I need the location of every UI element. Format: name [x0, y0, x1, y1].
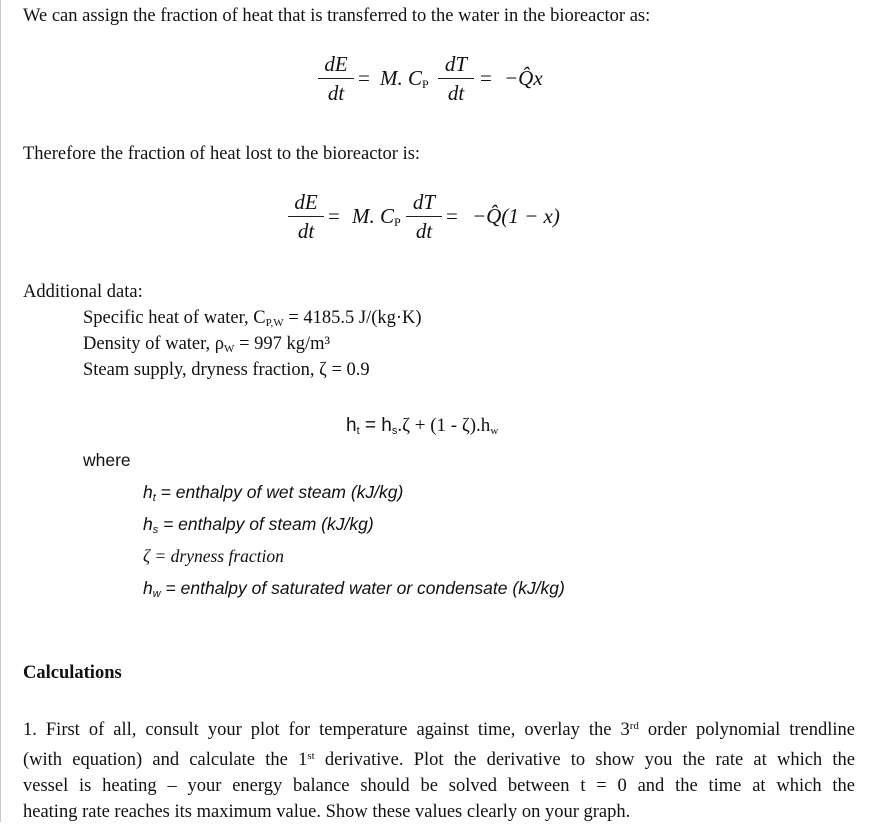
p1-l2-a: (with equation) and calculate the 1 [23, 750, 308, 770]
enthalpy-t-sub: t [356, 425, 360, 437]
definition-sub: t [152, 492, 156, 504]
definition-symbol: h [143, 482, 153, 502]
p1-l1-sup: rd [629, 720, 639, 732]
eq2-rhs: −Q̂(1 − x) [472, 204, 560, 228]
definition-hw [143, 578, 565, 600]
eq1-dT-dt-fraction [438, 52, 474, 105]
enthalpy-h: h [346, 415, 357, 436]
definition-text: = enthalpy of steam (kJ/kg) [158, 514, 374, 534]
specific-heat-sub: P,W [265, 317, 284, 329]
definition-ht [143, 482, 403, 504]
specific-heat-label: Specific heat of water, C [83, 308, 266, 328]
eq1-mass-text: M. C [380, 66, 422, 90]
eq2-mass-cp [352, 204, 401, 230]
eq2-equals-2: = [446, 204, 458, 228]
p1-l1-b: order polynomial trendline [638, 720, 855, 740]
eq1-dT-numerator: dT [444, 52, 468, 76]
page-left-border [0, 0, 1, 822]
definition-symbol: h [143, 514, 153, 534]
p1-l1-a: 1. First of all, consult your plot for temperature against time, overlay the 3 [23, 720, 630, 740]
eq1-dt2-denominator: dt [447, 81, 465, 105]
additional-data-heading: Additional data: [23, 282, 143, 302]
enthalpy-s-sub: s [391, 425, 398, 437]
intro-text: We can assign the fraction of heat that is transferred to the water in the bioreactor as: [23, 6, 651, 26]
eq1-equals-1: = [358, 66, 370, 90]
definition-text: = enthalpy of saturated water or condensate (kJ/kg) [160, 578, 565, 598]
definition-text: = dryness fraction [150, 546, 284, 566]
equation-1 [318, 52, 578, 122]
eq1-dE-dt-fraction [318, 52, 354, 105]
where-label: where [83, 450, 131, 470]
eq2-dt-denominator: dt [297, 219, 315, 243]
definition-symbol: ζ [143, 546, 151, 566]
density-line [83, 334, 330, 355]
equation-2 [288, 190, 608, 260]
definition-sub: w [152, 588, 161, 600]
eq1-mass-cp [380, 66, 429, 92]
eq2-dt2-denominator: dt [415, 219, 433, 243]
eq1-dt-denominator: dt [327, 81, 345, 105]
enthalpy-rest: .ζ + (1 - ζ).h [397, 415, 491, 436]
eq2-dT-dt-fraction [406, 190, 442, 243]
paragraph-line-1 [23, 713, 855, 743]
eq2-p-sub: P [394, 215, 401, 229]
eq1-dE-numerator: dE [324, 52, 348, 76]
enthalpy-equation [346, 415, 498, 437]
eq1-rhs: −Q̂x [504, 66, 543, 90]
specific-heat-line [83, 308, 422, 329]
p1-l2-b: derivative. Plot the derivative to show you the rate at which the [314, 750, 856, 770]
enthalpy-eq-hs: = h [359, 415, 392, 436]
calculations-heading: Calculations [23, 663, 122, 683]
calculations-paragraph-1 [23, 713, 855, 825]
paragraph-line-4: heating rate reaches its maximum value. Show these values clearly on your graph. [23, 802, 631, 822]
eq2-dT-numerator: dT [412, 190, 436, 214]
definition-symbol: h [143, 578, 153, 598]
eq1-equals-2: = [480, 66, 492, 90]
density-sub: W [224, 343, 235, 355]
enthalpy-w-sub: w [490, 425, 499, 437]
eq2-equals-1: = [328, 204, 340, 228]
p1-l2-sup: st [307, 750, 315, 762]
steam-supply-line: Steam supply, dryness fraction, ζ = 0.9 [83, 360, 370, 380]
definition-hs [143, 514, 374, 536]
therefore-text: Therefore the fraction of heat lost to the bioreactor is: [23, 144, 421, 164]
paragraph-line-2 [23, 743, 855, 773]
specific-heat-value: = 4185.5 J/(kg·K) [283, 308, 422, 328]
eq2-dE-dt-fraction [288, 190, 324, 243]
density-value: = 997 kg/m³ [234, 334, 331, 354]
density-label: Density of water, ρ [83, 334, 225, 354]
eq2-dE-numerator: dE [294, 190, 318, 214]
definition-text: = enthalpy of wet steam (kJ/kg) [155, 482, 404, 502]
paragraph-line-3: vessel is heating – your energy balance should be solved between t = 0 and the time at which the [23, 776, 855, 796]
definition-zeta [143, 546, 284, 568]
definition-sub: s [152, 524, 159, 536]
eq1-p-sub: P [422, 77, 429, 91]
eq2-mass-text: M. C [352, 204, 394, 228]
